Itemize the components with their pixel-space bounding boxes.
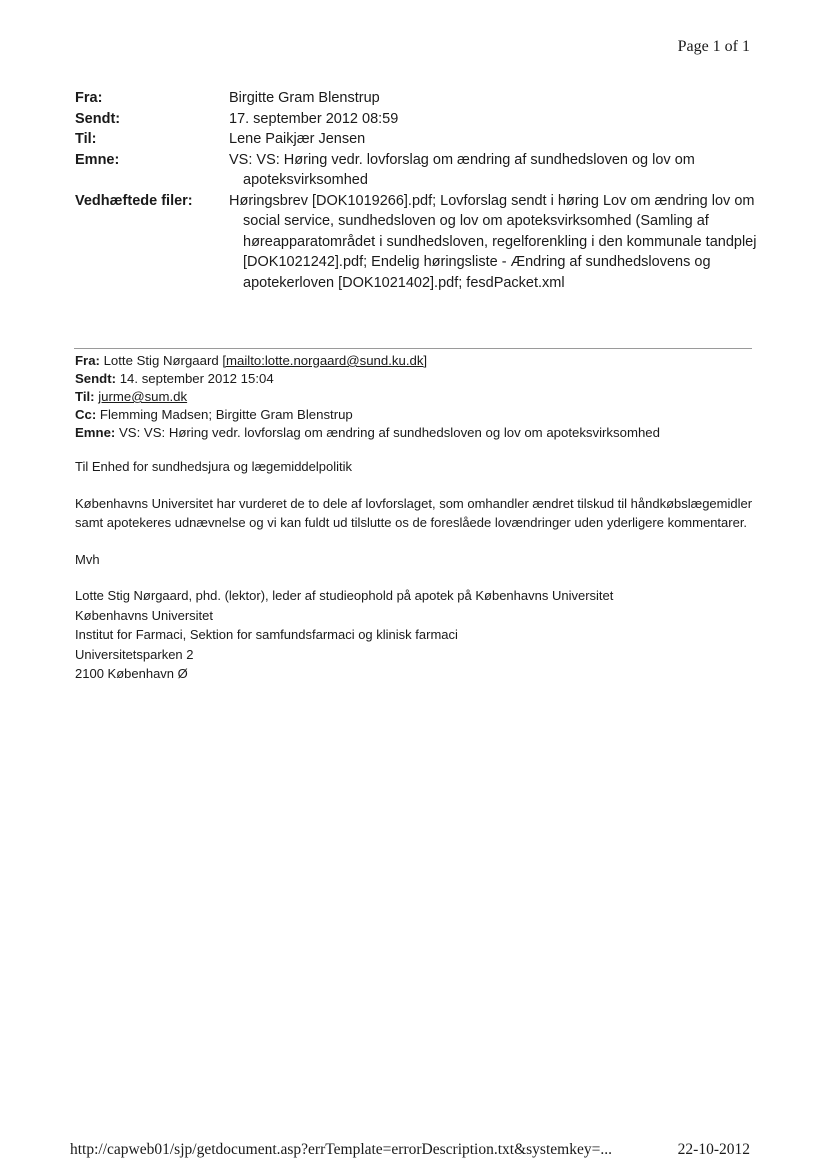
page-number: Page 1 of 1 bbox=[677, 38, 750, 55]
forwarded-sent-label: Sendt: bbox=[75, 371, 117, 386]
forwarded-from-label: Fra: bbox=[75, 353, 100, 368]
to-value: Lene Paikjær Jensen bbox=[229, 131, 366, 147]
forwarded-from-row bbox=[75, 352, 765, 370]
forwarded-cc-label: Cc: bbox=[75, 407, 97, 422]
greeting: Til Enhed for sundhedsjura og lægemiddelpolitik bbox=[75, 459, 353, 474]
forwarded-sent-row bbox=[75, 370, 765, 388]
to-row bbox=[75, 129, 765, 150]
forwarded-to-row bbox=[75, 388, 765, 406]
forwarded-subject-row bbox=[75, 424, 765, 442]
sent-row bbox=[75, 109, 765, 130]
forwarded-from-mailto-link[interactable]: [mailto:lotte.norgaard@sund.ku.dk] bbox=[222, 353, 428, 368]
email-header bbox=[75, 88, 765, 293]
forwarded-subject-label: Emne: bbox=[75, 425, 116, 440]
forwarded-cc-value: Flemming Madsen; Birgitte Gram Blenstrup bbox=[99, 407, 353, 422]
subject-label: Emne: bbox=[75, 151, 120, 168]
email-body bbox=[75, 457, 765, 684]
subject-row bbox=[75, 150, 765, 191]
page-footer bbox=[70, 1141, 750, 1159]
sent-label: Sendt: bbox=[75, 110, 121, 127]
subject-value: VS: VS: Høring vedr. lovforslag om ændring af sundhedsloven og lov om apoteksvirksomhed bbox=[229, 151, 695, 188]
signature-line: Københavns Universitet bbox=[75, 607, 214, 623]
forwarded-cc-row bbox=[75, 406, 765, 424]
signature-line: 2100 København Ø bbox=[75, 666, 188, 681]
closing: Mvh bbox=[75, 551, 100, 567]
forwarded-subject-value: VS: VS: Høring vedr. lovforslag om ændring af sundhedsloven og lov om apoteksvirksomhed bbox=[118, 425, 660, 440]
signature-block bbox=[75, 586, 765, 684]
forwarded-header bbox=[75, 352, 765, 442]
main-paragraph: Københavns Universitet har vurderet de to dele af lovforslaget, som omhandler ændret tilskud til håndkøbslægemidler samt apotekeres udnævnelse og vi kan fuldt ud tilslutte os de foreslåede lovændringer uden yderligere kommentarer. bbox=[75, 495, 753, 530]
forwarded-from-name: Lotte Stig Nørgaard bbox=[103, 353, 219, 368]
forwarded-to-link[interactable]: jurme@sum.dk bbox=[98, 389, 188, 404]
signature-line: Institut for Farmaci, Sektion for samfundsfarmaci og klinisk farmaci bbox=[75, 627, 458, 642]
attachments-value: Høringsbrev [DOK1019266].pdf; Lovforslag sendt i høring Lov om ændring lov om social service, sundhedsloven og lov om apoteksvirksomhed (Samling af høreapparatområdet i sundhedsloven, regelforenkling i den kommunale tandplej [DOK1021242].pdf; Endelig høringsliste - Ændring af sundhedslovens og apotekerloven [DOK1021402].pdf; fesdPacket.xml bbox=[229, 192, 757, 291]
from-value: Birgitte Gram Blenstrup bbox=[229, 90, 380, 106]
forwarded-to-label: Til: bbox=[75, 389, 95, 404]
footer-url: http://capweb01/sjp/getdocument.asp?errTemplate=errorDescription.txt&systemkey=... bbox=[70, 1141, 612, 1158]
attachments-label: Vedhæftede filer: bbox=[75, 192, 193, 209]
sent-value: 17. september 2012 08:59 bbox=[229, 110, 399, 127]
signature-line: Lotte Stig Nørgaard, phd. (lektor), leder af studieophold på apotek på Københavns Universitet bbox=[75, 588, 614, 603]
forwarded-sent-value: 14. september 2012 15:04 bbox=[119, 371, 274, 386]
footer-date: 22-10-2012 bbox=[677, 1141, 750, 1158]
attachments-row bbox=[75, 191, 765, 294]
from-row bbox=[75, 88, 765, 109]
separator-line bbox=[74, 348, 752, 349]
from-label: Fra: bbox=[75, 90, 103, 106]
signature-line: Universitetsparken 2 bbox=[75, 646, 194, 662]
to-label: Til: bbox=[75, 131, 97, 147]
